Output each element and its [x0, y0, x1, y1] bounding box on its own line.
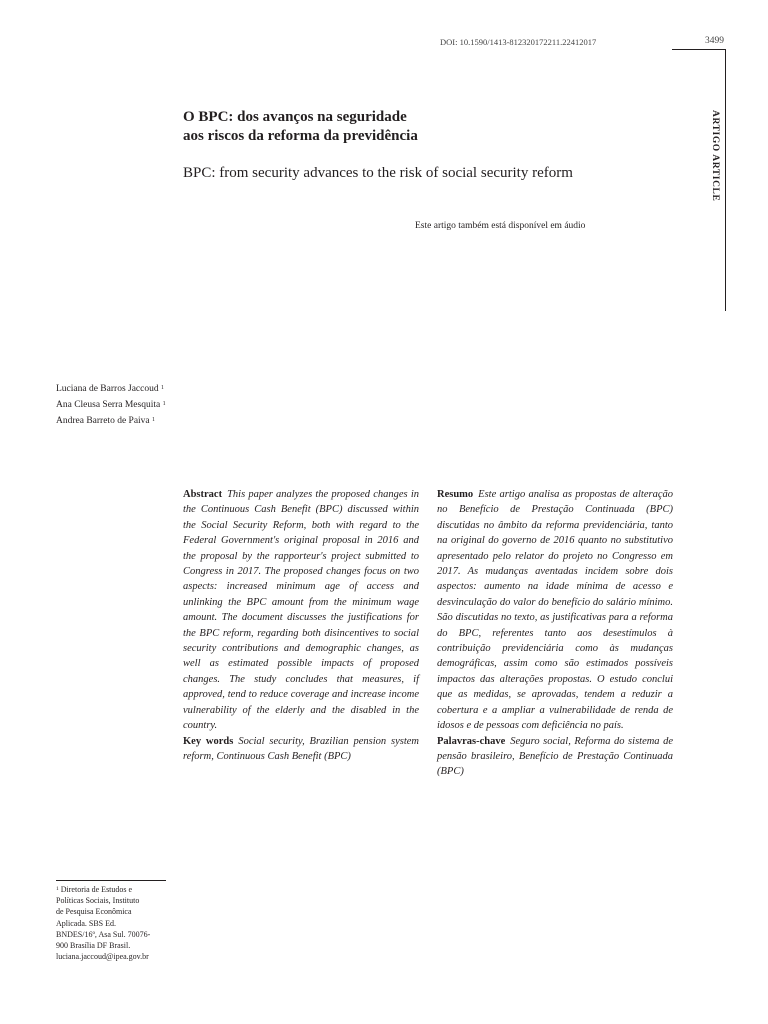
palavras-chave-text: Seguro social, Reforma do sistema de pensão brasileiro, Benefício de Prestação Continuada (BPC) [437, 735, 673, 778]
footnote-line: $^1$ Diretoria de Estudos e [56, 885, 133, 894]
footnote-rule [56, 880, 166, 881]
author-list [56, 381, 256, 429]
resumo-text: Este artigo analisa as propostas de alteração no Benefício de Prestação Continuada (BPC) discutidas no âmbito da reforma previdenciária, tanto na original do governo de 2016 quanto no substitutivo apresentado pelo relator do projeto no Congresso em 2017. As mudanças aventadas incidem sobre dois aspectos: aumento na idade mínima de acesso e desvinculação do valor do benefício do salário mínimo. São discutidas no texto, as justificativas para a reforma do BPC, referentes tanto aos desestímulos à contribuição previdenciária como às mudanças demográficas, assim como são estimados possíveis impactos das alterações propostas. O estudo conclui que as medidas, se aprovadas, tendem a reduzir a cobertura e a ampliar a vulnerabilidade de renda de idosos e de pessoas com deficiência no país. [437, 489, 673, 732]
affiliation-mark: 1 [160, 385, 164, 391]
author-item [56, 397, 256, 413]
footnote-line: de Pesquisa Econômica [56, 907, 132, 917]
page-number: 3499 [705, 36, 724, 46]
author-name: Ana Cleusa Serra Mesquita [56, 400, 161, 410]
resumo-paragraph [437, 487, 673, 734]
author-name: Andrea Barreto de Paiva [56, 416, 150, 426]
footnote-line: Aplicada. SBS Ed. [56, 918, 116, 928]
abstract-paragraph [183, 487, 419, 734]
footnote-line: BNDES/16º, Asa Sul. 70076- [56, 929, 151, 939]
abstract-text: This paper analyzes the proposed changes in the Continuous Cash Benefit (BPC) discussed within the Social Security Reform, both with regard to the Federal Government's original proposal in 2016 and the proposal by the rapporteur's project submitted to Congress in 2017. The proposed changes focus on two aspects: increased minimum age of access and unlinking the BPC amount from the minimum wage amount. The document discusses the justifications for the BPC reform, regarding both disincentives to social security contributions and demographic changes, as well as estimated possible impacts of proposed changes. The study concludes that measures, if approved, tend to reduce coverage and increase income vulnerability of the elderly and the disabled in the country. [183, 489, 419, 732]
abstract-english [183, 487, 419, 764]
affiliation-mark: 1 [152, 417, 156, 423]
side-rule [725, 49, 726, 311]
keywords-label: Key words [183, 735, 234, 747]
author-name: Luciana de Barros Jaccoud [56, 384, 159, 394]
affiliation-mark: 1 [162, 401, 166, 407]
keywords-paragraph [183, 734, 419, 765]
audio-availability-note: Este artigo também está disponível em áudio [415, 221, 586, 231]
title-pt-line1: O BPC: dos avanços na seguridade [183, 109, 407, 125]
abstract-label: Abstract [183, 489, 223, 500]
title-english: BPC: from security advances to the risk of social security reform [183, 165, 573, 181]
keywords-text: Social security, Brazilian pension system reform, Continuous Cash Benefit (BPC) [183, 735, 419, 762]
abstract-portuguese [437, 487, 673, 780]
palavras-chave-paragraph [437, 734, 673, 780]
resumo-label: Resumo [437, 489, 474, 500]
header-rule [672, 49, 726, 50]
footnote-line: Políticas Sociais, Instituto [56, 896, 140, 906]
affiliation-footnote [56, 884, 174, 962]
footnote-email: luciana.jaccoud@ipea.gov.br [56, 952, 149, 962]
footnote-line: 900 Brasília DF Brasil. [56, 941, 131, 951]
doi-text: DOI: 10.1590/1413-812320172211.22412017 [440, 37, 597, 47]
palavras-chave-label: Palavras-chave [437, 735, 506, 747]
title-portuguese [183, 108, 583, 146]
section-label: ARTIGO ARTICLE [710, 110, 720, 202]
footnote-mark: 1 [56, 886, 59, 892]
author-item [56, 381, 256, 397]
author-item [56, 413, 256, 429]
title-pt-line2: aos riscos da reforma da previdência [183, 128, 418, 144]
